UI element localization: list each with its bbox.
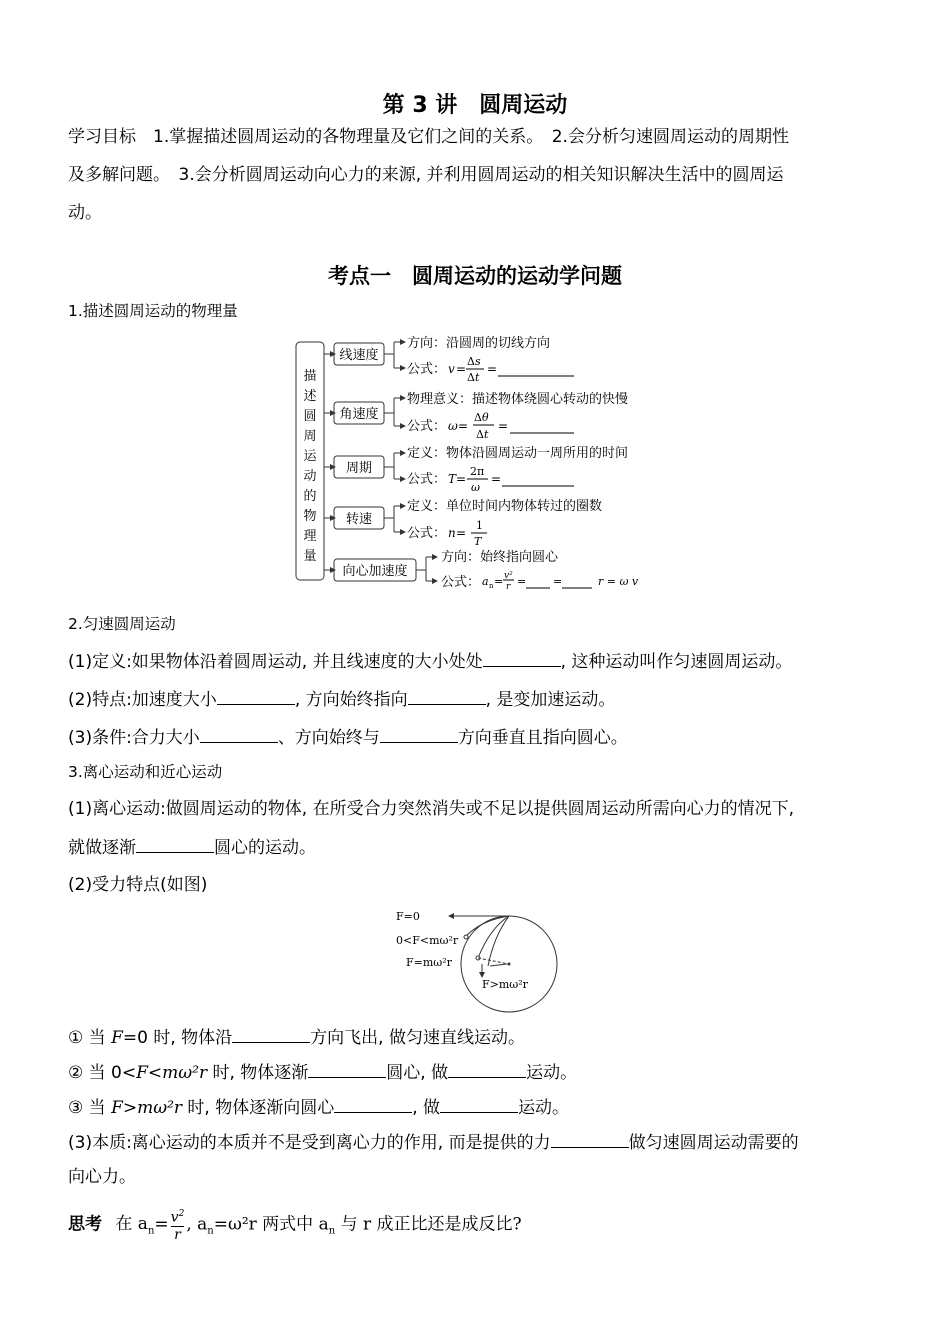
label-f-less: 0<F<mω²r	[396, 934, 459, 947]
formula-denominator: Δt	[467, 371, 480, 384]
fill-blank[interactable]	[200, 726, 278, 743]
label-f-equal: F=mω²r	[406, 956, 452, 969]
centrifugal-definition-2: 就做逐渐 圆心的运动。	[68, 838, 316, 858]
case-3: ③ 当 F>mω²r 时, 物体逐渐向圆心 , 做 运动。	[68, 1098, 570, 1118]
rotation-speed-formula-prefix: 公式：	[407, 526, 447, 541]
fill-blank[interactable]	[448, 1061, 526, 1078]
particle-dot	[464, 935, 468, 939]
linear-velocity-formula-prefix: 公式：	[407, 362, 447, 377]
formula-char: =	[456, 472, 467, 486]
formula-denominator: ω	[471, 481, 480, 494]
uniform-definition: (1)定义:如果物体沿着圆周运动, 并且线速度的大小处处 , 这种运动叫作匀速圆周运动。	[68, 652, 793, 672]
subheading-2: 2.匀速圆周运动	[68, 615, 176, 633]
angular-velocity-formula-prefix: 公式：	[407, 419, 447, 434]
fill-blank[interactable]	[408, 688, 486, 705]
case-1: ① 当 F=0 时, 物体沿 方向飞出, 做匀速直线运动。	[68, 1028, 525, 1048]
formula-char: =	[491, 472, 502, 486]
concept-map-root-char: 描	[303, 369, 317, 384]
fill-blank[interactable]	[308, 1061, 386, 1078]
fill-blank[interactable]	[483, 650, 561, 667]
node-label-angular-velocity: 角速度	[339, 407, 379, 422]
uniform-conditions: (3)条件:合力大小 、方向始终与 方向垂直且指向圆心。	[68, 728, 628, 748]
fill-blank[interactable]	[551, 1131, 629, 1148]
formula-char: n	[448, 526, 456, 540]
formula-numerator: 1	[476, 519, 483, 532]
concept-map-root-char: 动	[303, 469, 317, 484]
radius-line	[478, 958, 509, 964]
formula-denominator: Δt	[476, 428, 489, 441]
think-label: 思考	[68, 1214, 102, 1235]
formula-numerator: Δθ	[474, 411, 489, 424]
arrow-head	[448, 913, 454, 919]
concept-map-root-char: 物	[303, 509, 317, 524]
think-question: 思考 在 $a_n=$ $\frac{v^2}{r}$ , $a_n=\omega^2r$ 两式中 $a_n$ 与 r 成正比还是成反比?	[68, 1206, 522, 1243]
formula-char: =	[458, 419, 469, 433]
node-label-linear-velocity: 线速度	[339, 348, 379, 363]
formula-char: =	[517, 575, 527, 588]
concept-map-root-char: 的	[303, 489, 317, 504]
concept-map-root-char: 理	[303, 529, 317, 544]
formula-char: n	[489, 582, 494, 590]
centrifugal-essence-1: (3)本质:离心运动的本质并不是受到离心力的作用, 而是提供的力 做匀速圆周运动需要的	[68, 1133, 799, 1153]
centrifugal-definition-1: (1)离心运动:做圆周运动的物体, 在所受合力突然消失或不足以提供圆周运动所需向心力的情况下,	[68, 799, 795, 819]
label-f-zero: F=0	[396, 910, 420, 923]
formula-char: a	[482, 575, 489, 588]
formula-char: r = ω v	[598, 575, 639, 588]
formula-char: =	[498, 419, 509, 433]
fill-blank[interactable]	[440, 1096, 518, 1113]
formula-denominator: T	[474, 535, 482, 548]
subheading-1: 1.描述圆周运动的物理量	[68, 302, 238, 320]
concept-map-root-char: 周	[303, 429, 317, 444]
fraction-v2-over-r: $\frac{v^2}{r}$	[171, 1206, 185, 1243]
subheading-3: 3.离心运动和近心运动	[68, 763, 223, 781]
formula-char: =	[456, 362, 467, 376]
concept-map-diagram	[290, 330, 670, 592]
fill-blank[interactable]	[217, 688, 295, 705]
objectives-line-1: 学习目标 1.掌握描述圆周运动的各物理量及它们之间的关系。 2.会分析匀速圆周运动的周期性	[68, 127, 789, 147]
formula-char: =	[456, 526, 467, 540]
linear-velocity-direction: 方向：沿圆周的切线方向	[407, 336, 551, 351]
formula-char: =	[487, 362, 498, 376]
formula-numerator: 2π	[470, 465, 485, 478]
label-f-greater: F>mω²r	[482, 978, 528, 991]
section-heading-1: 考点一 圆周运动的运动学问题	[328, 264, 622, 288]
centrifugal-essence-2: 向心力。	[68, 1167, 136, 1187]
formula-char: =	[553, 575, 563, 588]
formula-char: =	[494, 575, 504, 588]
period-definition: 定义：物体沿圆周运动一周所用的时间	[407, 446, 629, 461]
fill-blank[interactable]	[334, 1096, 412, 1113]
force-features-label: (2)受力特点(如图)	[68, 875, 208, 895]
formula-char: T	[448, 472, 457, 486]
force-arrow	[490, 964, 507, 966]
formula-numerator: v²	[504, 571, 513, 581]
formula-char: ω	[448, 419, 458, 433]
period-formula-prefix: 公式：	[407, 472, 447, 487]
concept-map-root-char: 圆	[303, 409, 317, 424]
node-label-period: 周期	[345, 461, 373, 476]
formula-numerator: Δs	[467, 355, 481, 368]
concept-map-root-char: 量	[303, 549, 317, 564]
path-curve	[488, 916, 509, 966]
centripetal-acc-formula-prefix: 公式：	[441, 575, 481, 590]
formula-denominator: r	[506, 582, 511, 592]
centrifugal-force-figure	[390, 906, 565, 1018]
fill-blank[interactable]	[136, 836, 214, 853]
uniform-features: (2)特点:加速度大小 , 方向始终指向 , 是变加速运动。	[68, 690, 616, 710]
objectives-line-3: 动。	[68, 203, 102, 223]
fill-blank[interactable]	[232, 1026, 310, 1043]
rotation-speed-definition: 定义：单位时间内物体转过的圈数	[407, 499, 603, 514]
formula-char: v	[448, 362, 455, 376]
center-dot	[508, 963, 511, 966]
centripetal-acc-direction: 方向：始终指向圆心	[441, 550, 559, 565]
node-label-rotation-speed: 转速	[345, 512, 373, 527]
concept-map-root-char: 运	[303, 449, 317, 464]
objectives-line-2: 及多解问题。 3.会分析圆周运动向心力的来源, 并利用圆周运动的相关知识解决生活中的圆周运	[68, 165, 784, 185]
page-title: 第 3 讲 圆周运动	[382, 93, 568, 118]
fill-blank[interactable]	[380, 726, 458, 743]
node-label-centripetal-acc: 向心加速度	[342, 564, 408, 579]
angular-velocity-meaning: 物理意义：描述物体绕圆心转动的快慢	[407, 392, 629, 407]
case-2: ② 当 0<F<mω²r 时, 物体逐渐 圆心, 做 运动。	[68, 1063, 578, 1083]
concept-map-root-char: 述	[303, 389, 317, 404]
